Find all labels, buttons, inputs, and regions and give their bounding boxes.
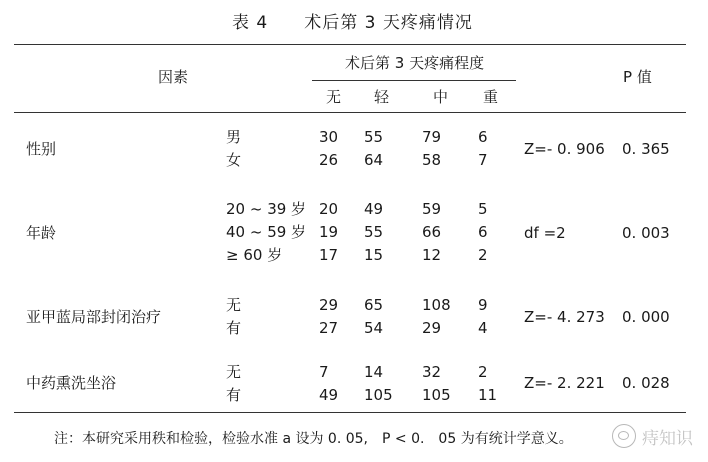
test-statistic: Z=- 4. 273 bbox=[524, 308, 605, 326]
cell-value: 49 bbox=[319, 386, 339, 404]
cell-value: 12 bbox=[422, 246, 442, 264]
cell-value: 5 bbox=[478, 200, 488, 218]
cell-value: 65 bbox=[364, 296, 384, 314]
cell-value: 4 bbox=[478, 319, 488, 337]
table-footnote: 注：本研究采用秩和检验，检验水准 a 设为 0. 05, P < 0. 05 为有统计学意义。 bbox=[54, 431, 573, 447]
cell-value: 79 bbox=[422, 128, 442, 146]
header-degree-severe: 重 bbox=[483, 88, 499, 106]
test-statistic: Z=- 0. 906 bbox=[524, 140, 605, 158]
cell-value: 2 bbox=[478, 363, 488, 381]
cell-value: 15 bbox=[364, 246, 384, 264]
cell-value: 59 bbox=[422, 200, 442, 218]
header-factor: 因素 bbox=[158, 68, 189, 86]
cell-value: 64 bbox=[364, 151, 384, 169]
cell-value: 58 bbox=[422, 151, 442, 169]
level-label: 有 bbox=[226, 319, 242, 337]
top-rule bbox=[14, 44, 686, 45]
wechat-icon bbox=[612, 424, 636, 448]
header-degree-none: 无 bbox=[326, 88, 342, 106]
cell-value: 66 bbox=[422, 223, 442, 241]
cell-value: 17 bbox=[319, 246, 339, 264]
watermark bbox=[612, 418, 702, 454]
cell-value: 29 bbox=[422, 319, 442, 337]
test-statistic: df =2 bbox=[524, 224, 566, 242]
p-value: 0. 000 bbox=[622, 308, 670, 326]
p-value: 0. 365 bbox=[622, 140, 670, 158]
factor-label: 中药熏洗坐浴 bbox=[26, 374, 117, 392]
cell-value: 54 bbox=[364, 319, 384, 337]
cell-value: 6 bbox=[478, 128, 488, 146]
level-label: 40 ~ 59 岁 bbox=[226, 223, 307, 241]
p-value: 0. 028 bbox=[622, 374, 670, 392]
cell-value: 11 bbox=[478, 386, 498, 404]
cell-value: 19 bbox=[319, 223, 339, 241]
watermark-text: 痔知识 bbox=[642, 428, 693, 449]
factor-label: 性别 bbox=[26, 140, 57, 158]
table-title: 表 4 术后第 3 天疼痛情况 bbox=[232, 13, 473, 33]
cell-value: 6 bbox=[478, 223, 488, 241]
cell-value: 26 bbox=[319, 151, 339, 169]
cell-value: 55 bbox=[364, 128, 384, 146]
p-value: 0. 003 bbox=[622, 224, 670, 242]
header-degree-mild: 轻 bbox=[374, 88, 390, 106]
header-sub-rule bbox=[312, 80, 516, 81]
header-degree-moderate: 中 bbox=[433, 88, 449, 106]
level-label: 男 bbox=[226, 128, 242, 146]
cell-value: 9 bbox=[478, 296, 488, 314]
cell-value: 108 bbox=[422, 296, 451, 314]
header-bottom-rule bbox=[14, 112, 686, 113]
cell-value: 49 bbox=[364, 200, 384, 218]
cell-value: 27 bbox=[319, 319, 339, 337]
cell-value: 2 bbox=[478, 246, 488, 264]
factor-label: 亚甲蓝局部封闭治疗 bbox=[26, 308, 162, 326]
cell-value: 55 bbox=[364, 223, 384, 241]
level-label: 女 bbox=[226, 151, 242, 169]
cell-value: 105 bbox=[422, 386, 451, 404]
factor-label: 年龄 bbox=[26, 224, 57, 242]
level-label: 有 bbox=[226, 386, 242, 404]
cell-value: 7 bbox=[319, 363, 329, 381]
cell-value: 29 bbox=[319, 296, 339, 314]
level-label: 无 bbox=[226, 296, 242, 314]
header-p-value: P 值 bbox=[623, 68, 652, 86]
level-label: 20 ~ 39 岁 bbox=[226, 200, 307, 218]
cell-value: 105 bbox=[364, 386, 393, 404]
cell-value: 30 bbox=[319, 128, 339, 146]
bottom-rule bbox=[14, 412, 686, 413]
cell-value: 7 bbox=[478, 151, 488, 169]
cell-value: 14 bbox=[364, 363, 384, 381]
level-label: ≥ 60 岁 bbox=[226, 246, 283, 264]
header-pain-degree: 术后第 3 天疼痛程度 bbox=[345, 54, 485, 72]
cell-value: 32 bbox=[422, 363, 442, 381]
cell-value: 20 bbox=[319, 200, 339, 218]
test-statistic: Z=- 2. 221 bbox=[524, 374, 605, 392]
level-label: 无 bbox=[226, 363, 242, 381]
